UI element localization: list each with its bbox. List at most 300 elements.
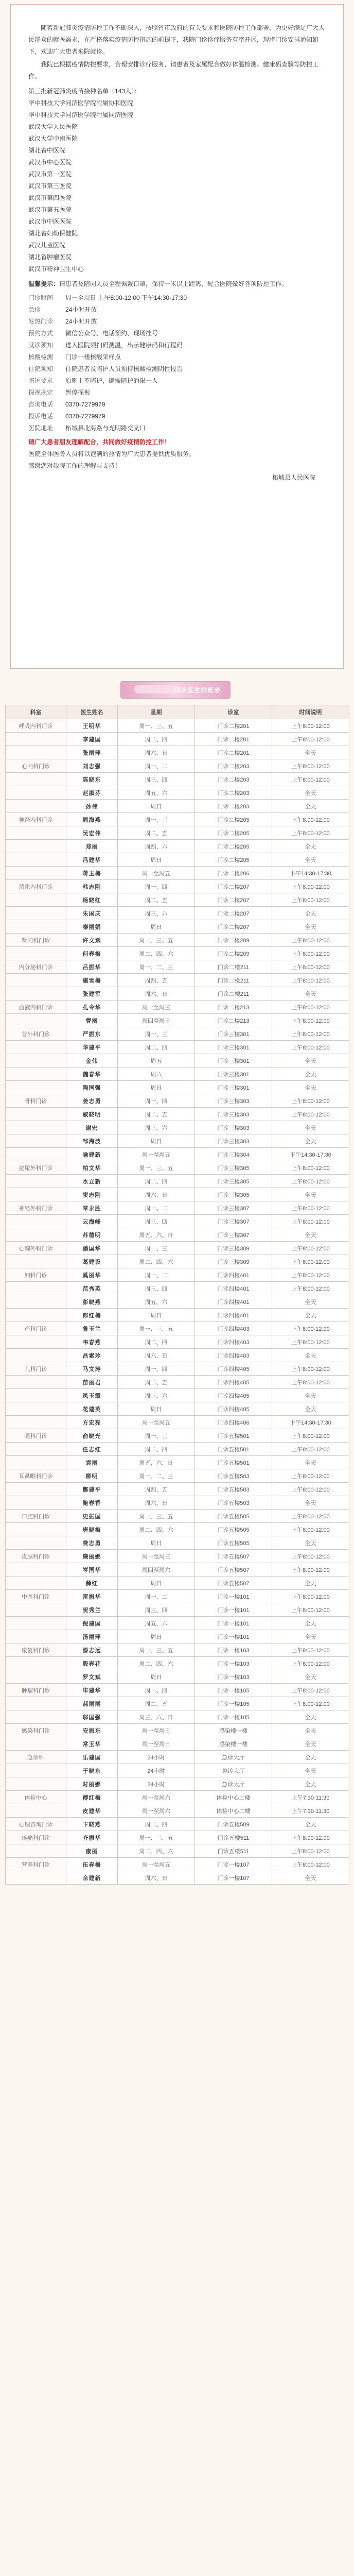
table-row <box>6 1228 349 1242</box>
day-cell: 周六、日 <box>118 1496 195 1510</box>
doctor-cell: 张丽萍 <box>66 746 118 759</box>
dept-cell <box>6 1041 66 1054</box>
room-cell: 门诊五楼505 <box>195 1536 272 1550</box>
time-cell: 全天 <box>272 1751 349 1764</box>
table-row <box>6 786 349 800</box>
room-cell: 门诊三楼303 <box>195 1108 272 1121</box>
doctor-cell: 奚丽华 <box>66 1268 118 1282</box>
room-cell: 门诊一楼103 <box>195 1657 272 1670</box>
table-row <box>6 880 349 893</box>
doctor-cell: 廉丽娜 <box>66 1550 118 1563</box>
dept-cell: 体检中心 <box>6 1791 66 1804</box>
dept-cell <box>6 1697 66 1710</box>
table-row <box>6 1295 349 1309</box>
room-cell: 门诊二楼203 <box>195 786 272 800</box>
day-cell: 周日 <box>118 1577 195 1590</box>
doctor-cell: 俞晓光 <box>66 1429 118 1443</box>
time-cell: 上午8:00-12:00 <box>272 1108 349 1121</box>
room-cell: 门诊二楼207 <box>195 893 272 907</box>
table-row <box>6 719 349 733</box>
day-cell: 周一、三、五 <box>118 1831 195 1844</box>
dept-cell <box>6 1617 66 1630</box>
doctor-cell: 李建国 <box>66 733 118 746</box>
info-key: 急诊 <box>28 306 41 313</box>
list-item: 武汉市中医医院 <box>28 218 72 225</box>
day-cell: 周一至周日 <box>118 1724 195 1737</box>
room-cell: 门诊一楼101 <box>195 1617 272 1630</box>
doctor-cell: 施雪梅 <box>66 974 118 987</box>
table-row <box>6 1134 349 1148</box>
doctor-cell: 魏春华 <box>66 1067 118 1081</box>
day-cell: 周一、四 <box>118 1362 195 1376</box>
time-cell: 全天 <box>272 840 349 853</box>
doctor-cell: 任志红 <box>66 1443 118 1456</box>
notice-text: 请患者及陪同人员全程佩戴口罩，保持一米以上距离，配合医院做好各项防控工作。 <box>59 280 288 287</box>
day-cell: 周日 <box>118 1081 195 1094</box>
info-item <box>28 351 326 363</box>
table-row <box>6 1108 349 1121</box>
doctor-cell: 齐振华 <box>66 1831 118 1844</box>
room-cell: 门诊四楼401 <box>195 1309 272 1322</box>
time-cell: 上午8:00-12:00 <box>272 1831 349 1844</box>
table-row <box>6 1429 349 1443</box>
dept-cell <box>6 947 66 960</box>
dept-cell: 呼吸内科门诊 <box>6 719 66 733</box>
list-item: 武汉大学人民医院 <box>28 123 78 130</box>
table-row <box>6 1362 349 1376</box>
list-item: 华中科技大学同济医学院附属同济医院 <box>28 111 134 118</box>
dept-cell <box>6 733 66 746</box>
list-title: 第三批新冠肺炎疫苗接种名单（143人）： <box>28 88 141 95</box>
time-cell: 全天 <box>272 1737 349 1751</box>
time-cell: 全天 <box>272 1134 349 1148</box>
doctor-cell: 吕振华 <box>66 960 118 974</box>
info-item <box>28 375 326 387</box>
doctor-cell: 冯建华 <box>66 853 118 867</box>
time-cell: 上午8:00-12:00 <box>272 1335 349 1349</box>
time-cell: 上午8:00-12:00 <box>272 1362 349 1376</box>
doctor-cell: 邹海波 <box>66 1134 118 1148</box>
day-cell: 周一、二、三 <box>118 1469 195 1483</box>
doctor-cell: 戚晓明 <box>66 1108 118 1121</box>
doctor-cell: 雷振华 <box>66 1590 118 1603</box>
day-cell: 周日 <box>118 1309 195 1322</box>
day-cell: 周三、四 <box>118 1282 195 1295</box>
table-row <box>6 1617 349 1630</box>
day-cell: 周一至周三 <box>118 1550 195 1563</box>
day-cell: 周六、日 <box>118 1188 195 1201</box>
info-item <box>28 304 326 316</box>
table-row <box>6 733 349 746</box>
room-cell: 门诊一楼105 <box>195 1710 272 1724</box>
doctor-cell: 周海燕 <box>66 813 118 826</box>
doctor-cell: 殷春花 <box>66 1657 118 1670</box>
dept-cell <box>6 853 66 867</box>
table-row <box>6 1335 349 1349</box>
doctor-cell: 贺秀兰 <box>66 1603 118 1617</box>
dept-cell <box>6 1777 66 1791</box>
dept-cell: 产科门诊 <box>6 1322 66 1335</box>
time-cell: 上午8:00-12:00 <box>272 1175 349 1188</box>
day-cell: 周一至周五 <box>118 1148 195 1161</box>
time-cell: 上午8:00-12:00 <box>272 1523 349 1536</box>
table-row <box>6 1563 349 1577</box>
table-row <box>6 826 349 840</box>
time-cell: 上午8:00-12:00 <box>272 1657 349 1670</box>
table-row <box>6 1684 349 1697</box>
day-cell: 周一、二、三 <box>118 960 195 974</box>
day-cell: 周二、四 <box>118 1443 195 1456</box>
table-row <box>6 1376 349 1389</box>
info-item <box>28 328 326 340</box>
dept-cell <box>6 1054 66 1067</box>
time-cell: 上午8:00-12:00 <box>272 1376 349 1389</box>
doctor-cell: 葛建设 <box>66 1255 118 1268</box>
dept-cell <box>6 1737 66 1751</box>
doctor-cell: 柏文华 <box>66 1161 118 1175</box>
time-cell: 全天 <box>272 1228 349 1242</box>
room-cell: 门诊三楼305 <box>195 1175 272 1188</box>
doctor-cell: 常玉华 <box>66 1737 118 1751</box>
doctor-cell: 史振国 <box>66 1510 118 1523</box>
dept-cell <box>6 1067 66 1081</box>
table-row <box>6 1577 349 1590</box>
time-cell: 上午8:00-12:00 <box>272 1322 349 1335</box>
doctor-cell: 刘志强 <box>66 759 118 773</box>
room-cell: 门诊二楼207 <box>195 880 272 893</box>
room-cell: 门诊五楼501 <box>195 1443 272 1456</box>
table-row <box>6 1483 349 1496</box>
time-cell: 上午8:00-12:00 <box>272 974 349 987</box>
room-cell: 门诊二楼205 <box>195 813 272 826</box>
hospital-list <box>28 97 326 275</box>
table-row <box>6 1804 349 1818</box>
time-cell: 上午8:00-12:00 <box>272 1684 349 1697</box>
table-row <box>6 800 349 813</box>
time-cell: 上午8:00-12:00 <box>272 773 349 786</box>
time-cell: 上午8:00-12:00 <box>272 733 349 746</box>
time-cell: 上午7:30-11:30 <box>272 1791 349 1804</box>
time-cell: 上午8:00-12:00 <box>272 1844 349 1858</box>
doctor-cell: 窦志刚 <box>66 1188 118 1201</box>
info-key: 就诊须知 <box>28 342 54 349</box>
dept-cell <box>6 773 66 786</box>
dept-cell <box>6 907 66 920</box>
table-row <box>6 1443 349 1456</box>
table-row <box>6 960 349 974</box>
room-cell: 门诊五楼507 <box>195 1550 272 1563</box>
info-key: 探视规定 <box>28 389 54 396</box>
info-value: 微信公众号、电话预约、现场挂号 <box>65 330 158 337</box>
doctor-cell: 云海峰 <box>66 1215 118 1228</box>
table-row <box>6 1523 349 1536</box>
time-cell: 上午8:00-12:00 <box>272 1483 349 1496</box>
room-cell: 门诊三楼303 <box>195 1094 272 1108</box>
doctor-cell: 于晓东 <box>66 1764 118 1777</box>
dept-cell <box>6 826 66 840</box>
info-value: 住院患者及陪护人员须持核酸检测阴性报告 <box>65 365 183 372</box>
table-row <box>6 947 349 960</box>
dept-cell: 神经内科门诊 <box>6 813 66 826</box>
table-row <box>6 893 349 907</box>
info-value: 门诊一楼核酸采样点 <box>65 353 121 361</box>
info-item <box>28 422 326 434</box>
info-item <box>28 292 326 304</box>
dept-cell <box>6 1844 66 1858</box>
doctor-cell: 陶国强 <box>66 1081 118 1094</box>
table-row <box>6 1188 349 1201</box>
time-cell: 全天 <box>272 1710 349 1724</box>
dept-cell <box>6 1309 66 1322</box>
header-time: 时间说明 <box>272 705 349 719</box>
section-banner: 门诊医生排班表 <box>120 681 231 699</box>
doctor-cell: 薛红 <box>66 1577 118 1590</box>
list-item: 湖北省肿瘤医院 <box>28 253 72 261</box>
table-row <box>6 1201 349 1215</box>
time-cell: 上午8:00-12:00 <box>272 1643 349 1657</box>
dept-cell <box>6 1630 66 1643</box>
time-cell: 全天 <box>272 786 349 800</box>
doctor-cell: 皮建华 <box>66 1804 118 1818</box>
intro-panel <box>10 4 344 669</box>
header-doctor: 医生姓名 <box>66 705 118 719</box>
table-row <box>6 1081 349 1094</box>
table-row <box>6 813 349 826</box>
day-cell: 周一、二 <box>118 1268 195 1282</box>
table-row <box>6 1094 349 1108</box>
room-cell: 门诊二楼213 <box>195 1014 272 1027</box>
info-key: 门诊时间 <box>28 294 54 301</box>
table-row <box>6 1175 349 1188</box>
doctor-cell: 鲁玉兰 <box>66 1322 118 1335</box>
dept-cell <box>6 1523 66 1536</box>
room-cell: 门诊三楼305 <box>195 1188 272 1201</box>
intro-paragraph: 我院已根据疫情防控要求，合理安排诊疗服务，请患者及家属配合做好体温检测、健康码查验等防控工作。 <box>28 61 319 80</box>
day-cell: 周一、三 <box>118 813 195 826</box>
dept-cell: 妇科门诊 <box>6 1268 66 1282</box>
day-cell: 周二、五 <box>118 1376 195 1389</box>
dept-cell <box>6 1215 66 1228</box>
room-cell: 门诊三楼307 <box>195 1201 272 1215</box>
table-row <box>6 1121 349 1134</box>
table-row <box>6 1831 349 1844</box>
day-cell: 周四、五 <box>118 974 195 987</box>
dept-cell <box>6 1710 66 1724</box>
tail-line: 医院全体医务人员将以饱满的热情为广大患者提供优质服务。 <box>28 450 196 457</box>
day-cell: 周六、日 <box>118 987 195 1001</box>
dept-cell <box>6 974 66 987</box>
time-cell: 上午8:00-12:00 <box>272 1429 349 1443</box>
dept-cell <box>6 920 66 934</box>
doctor-cell: 韩志刚 <box>66 880 118 893</box>
time-cell: 全天 <box>272 1777 349 1791</box>
table-row <box>6 1818 349 1831</box>
day-cell: 周二、五 <box>118 1697 195 1710</box>
doctor-cell: 喻建新 <box>66 1148 118 1161</box>
room-cell: 门诊二楼209 <box>195 947 272 960</box>
room-cell: 门诊二楼201 <box>195 746 272 759</box>
table-row <box>6 1402 349 1416</box>
table-row <box>6 1282 349 1295</box>
dept-cell: 血液内科门诊 <box>6 1001 66 1014</box>
day-cell: 周一、三、五 <box>118 1322 195 1335</box>
day-cell: 周一、四 <box>118 880 195 893</box>
time-cell: 全天 <box>272 1670 349 1684</box>
time-cell: 上午7:30-11:30 <box>272 1804 349 1818</box>
doctor-cell: 毕建华 <box>66 1684 118 1697</box>
table-row <box>6 1724 349 1737</box>
room-cell: 门诊三楼301 <box>195 1027 272 1041</box>
day-cell: 周三、六、日 <box>118 1710 195 1724</box>
doctor-cell: 汤丽萍 <box>66 1630 118 1643</box>
doctor-cell: 张建军 <box>66 987 118 1001</box>
table-row <box>6 759 349 773</box>
time-cell: 上午8:00-12:00 <box>272 893 349 907</box>
room-cell: 门诊三楼309 <box>195 1242 272 1255</box>
dept-cell: 普外科门诊 <box>6 1027 66 1041</box>
day-cell: 周五、六 <box>118 786 195 800</box>
info-value: 24小时开放 <box>65 318 97 325</box>
room-cell: 门诊三楼303 <box>195 1134 272 1148</box>
time-cell: 全天 <box>272 1617 349 1630</box>
time-cell: 全天 <box>272 1456 349 1469</box>
list-item: 华中科技大学同济医学院附属协和医院 <box>28 99 134 107</box>
time-cell: 下午14:30-17:30 <box>272 1416 349 1429</box>
info-value: 原则上不陪护，确需陪护的限一人 <box>65 377 158 384</box>
time-cell: 上午8:00-12:00 <box>272 1282 349 1295</box>
doctor-cell: 卞晓燕 <box>66 1818 118 1831</box>
doctor-cell: 朱国庆 <box>66 907 118 920</box>
time-cell: 上午8:00-12:00 <box>272 1469 349 1483</box>
doctor-cell: 郎红梅 <box>66 1309 118 1322</box>
table-row <box>6 1777 349 1791</box>
room-cell: 门诊二楼201 <box>195 719 272 733</box>
room-cell: 感染楼一楼 <box>195 1737 272 1751</box>
table-row <box>6 1255 349 1268</box>
room-cell: 门诊五楼511 <box>195 1831 272 1844</box>
doctor-cell: 袁丽 <box>66 1456 118 1469</box>
dept-cell <box>6 1295 66 1309</box>
list-item: 武汉市第一医院 <box>28 171 72 178</box>
dept-cell <box>6 1121 66 1134</box>
day-cell: 周一、二 <box>118 1590 195 1603</box>
time-cell: 上午8:00-12:00 <box>272 1268 349 1282</box>
table-row <box>6 1242 349 1255</box>
room-cell: 门诊一楼103 <box>195 1643 272 1657</box>
day-cell: 周一、三 <box>118 1429 195 1443</box>
room-cell: 感染楼一楼 <box>195 1724 272 1737</box>
room-cell: 门诊三楼309 <box>195 1255 272 1268</box>
day-cell: 周一、三 <box>118 1242 195 1255</box>
time-cell: 全天 <box>272 1067 349 1081</box>
time-cell: 上午8:00-12:00 <box>272 826 349 840</box>
room-cell: 急诊大厅 <box>195 1764 272 1777</box>
doctor-cell: 时丽娜 <box>66 1777 118 1791</box>
room-cell: 门诊四楼405 <box>195 1362 272 1376</box>
table-row <box>6 1751 349 1764</box>
room-cell: 门诊二楼207 <box>195 907 272 920</box>
room-cell: 门诊四楼406 <box>195 1416 272 1429</box>
info-key: 预约方式 <box>28 330 54 337</box>
table-row <box>6 1697 349 1710</box>
table-row <box>6 1643 349 1657</box>
doctor-cell: 秦丽娟 <box>66 920 118 934</box>
time-cell: 全天 <box>272 746 349 759</box>
table-row <box>6 1510 349 1523</box>
table-row <box>6 1737 349 1751</box>
day-cell: 周一、三、五 <box>118 719 195 733</box>
doctor-cell: 苏德明 <box>66 1228 118 1242</box>
time-cell: 全天 <box>272 800 349 813</box>
time-cell: 上午8:00-12:00 <box>272 960 349 974</box>
room-cell: 门诊四楼405 <box>195 1389 272 1402</box>
dept-cell <box>6 1670 66 1684</box>
table-row <box>6 1041 349 1054</box>
list-item: 武汉大学中南医院 <box>28 135 78 142</box>
room-cell: 急诊大厅 <box>195 1777 272 1791</box>
table-row <box>6 867 349 880</box>
dept-cell <box>6 1496 66 1510</box>
signature: 柘城县人民医院 <box>272 474 315 481</box>
time-cell: 全天 <box>272 1536 349 1550</box>
room-cell: 门诊二楼203 <box>195 773 272 786</box>
time-cell: 下午14:30-17:30 <box>272 867 349 880</box>
doctor-cell: 吴宏伟 <box>66 826 118 840</box>
dept-cell <box>6 1228 66 1242</box>
doctor-cell: 谢宏 <box>66 1121 118 1134</box>
day-cell: 周三、四 <box>118 1215 195 1228</box>
doctor-cell: 水立新 <box>66 1175 118 1188</box>
room-cell: 门诊一楼107 <box>195 1858 272 1871</box>
room-cell: 体检中心二楼 <box>195 1791 272 1804</box>
time-cell: 上午8:00-12:00 <box>272 1255 349 1268</box>
day-cell: 周三、四 <box>118 1603 195 1617</box>
room-cell: 门诊四楼405 <box>195 1402 272 1416</box>
doctor-cell: 郝丽丽 <box>66 1697 118 1710</box>
table-row <box>6 1858 349 1871</box>
dept-cell: 心内科门诊 <box>6 759 66 773</box>
day-cell: 周三、六 <box>118 1389 195 1402</box>
doctor-cell: 赵淑芬 <box>66 786 118 800</box>
room-cell: 门诊五楼503 <box>195 1483 272 1496</box>
header-day: 星期 <box>118 705 195 719</box>
dept-cell <box>6 1349 66 1362</box>
time-cell: 全天 <box>272 1630 349 1643</box>
day-cell: 24小时 <box>118 1751 195 1764</box>
day-cell: 周日 <box>118 1402 195 1416</box>
table-row <box>6 1349 349 1362</box>
doctor-cell: 唐晓梅 <box>66 1523 118 1536</box>
doctor-cell: 安振东 <box>66 1724 118 1737</box>
day-cell: 周四至周日 <box>118 1014 195 1027</box>
info-item <box>28 340 326 351</box>
dept-cell: 内分泌科门诊 <box>6 960 66 974</box>
day-cell: 周一、三、五 <box>118 1161 195 1175</box>
time-cell: 上午8:00-12:00 <box>272 1858 349 1871</box>
room-cell: 门诊五楼507 <box>195 1563 272 1577</box>
highlight-notice: 请广大患者朋友理解配合，共同做好疫情防控工作！ <box>28 438 171 446</box>
day-cell: 周二、五 <box>118 1108 195 1121</box>
dept-cell: 心胸外科门诊 <box>6 1242 66 1255</box>
table-row <box>6 1670 349 1684</box>
dept-cell: 感染科门诊 <box>6 1724 66 1737</box>
dept-cell: 疼痛科门诊 <box>6 1831 66 1844</box>
time-cell: 上午8:00-12:00 <box>272 1510 349 1523</box>
room-cell: 门诊一楼107 <box>195 1871 272 1885</box>
room-cell: 门诊二楼211 <box>195 960 272 974</box>
list-item: 湖北省妇幼保健院 <box>28 230 78 237</box>
info-value: 0370-7279979 <box>65 401 105 408</box>
